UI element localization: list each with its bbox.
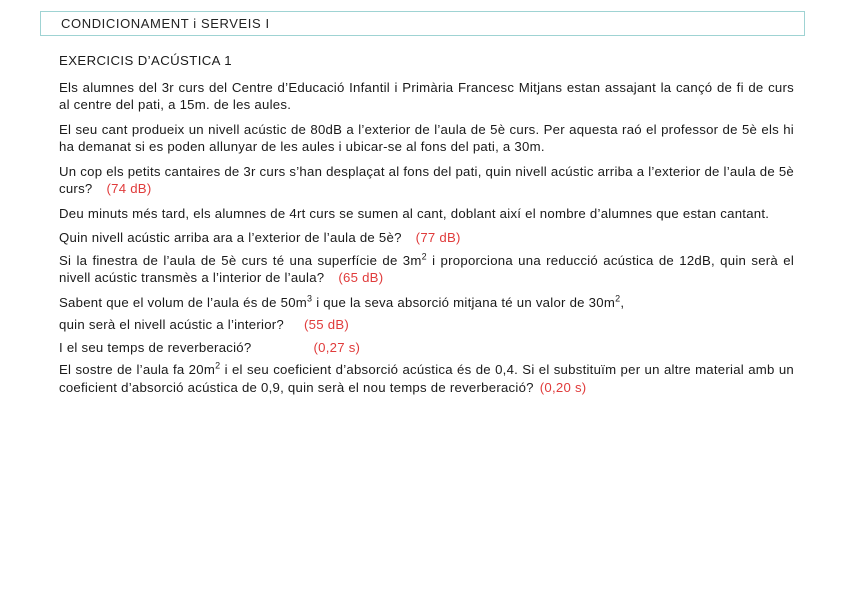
answer-4: (55 dB)	[304, 317, 350, 332]
answer-3: (65 dB)	[338, 270, 384, 285]
question-1: Un cop els petits cantaires de 3r curs s’han desplaçat al fons del pati, quin nivell acústic arriba a l’exterior de l’aula de 5è curs? (74 dB)	[59, 163, 794, 196]
answer-6: (0,20 s)	[539, 379, 587, 395]
header-box	[40, 11, 805, 36]
section-title: EXERCICIS D’ACÚSTICA 1	[59, 53, 232, 68]
question-5: I el seu temps de reverberació? (0,27 s)	[59, 339, 361, 355]
question-4: quin serà el nivell acústic a l’interior? (55 dB)	[59, 317, 350, 332]
paragraph-volume: Sabent que el volum de l’aula és de $50m^3$ i que la seva absorció mitjana té un valor de $30m^2$,	[59, 293, 625, 310]
answer-5: (0,27 s)	[313, 339, 361, 355]
question-6: El sostre de l’aula fa $20m^2$ i el seu coeficient d’absorció acústica és de 0,4. Si el substituïm per un altre material amb un coeficient d’absorció acústica de 0,9, quin serà el nou temps de reverberació? (0,20 s)	[59, 360, 794, 395]
paragraph-fourth-grade: Deu minuts més tard, els alumnes de 4rt curs se sumen al cant, doblant així el nombre d’alumnes que estan cantant.	[59, 205, 770, 221]
header-title: CONDICIONAMENT i SERVEIS I	[61, 16, 270, 31]
answer-2: (77 dB)	[415, 230, 461, 245]
question-2: Quin nivell acústic arriba ara a l’exterior de l’aula de 5è? (77 dB)	[59, 230, 461, 245]
answer-1: (74 dB)	[106, 181, 152, 196]
paragraph-intro: Els alumnes del 3r curs del Centre d’Educació Infantil i Primària Francesc Mitjans estan assajant la cançó de fi de curs al centre del pati, a 15m. de les aules.	[59, 79, 794, 112]
paragraph-context: El seu cant produeix un nivell acústic de 80dB a l’exterior de l’aula de 5è curs. Per aquesta raó el professor de 5è els hi ha demanat si es poden allunyar de les aules i ubicar-se al fons del pati, a 30m.	[59, 121, 794, 154]
document-body	[59, 52, 794, 403]
question-3: Si la finestra de l’aula de 5è curs té una superfície de $3m^2$ i proporciona una reducció acústica de 12dB, quin serà el nivell acústic transmès a l’interior de l’aula? (65 dB)	[59, 251, 794, 285]
